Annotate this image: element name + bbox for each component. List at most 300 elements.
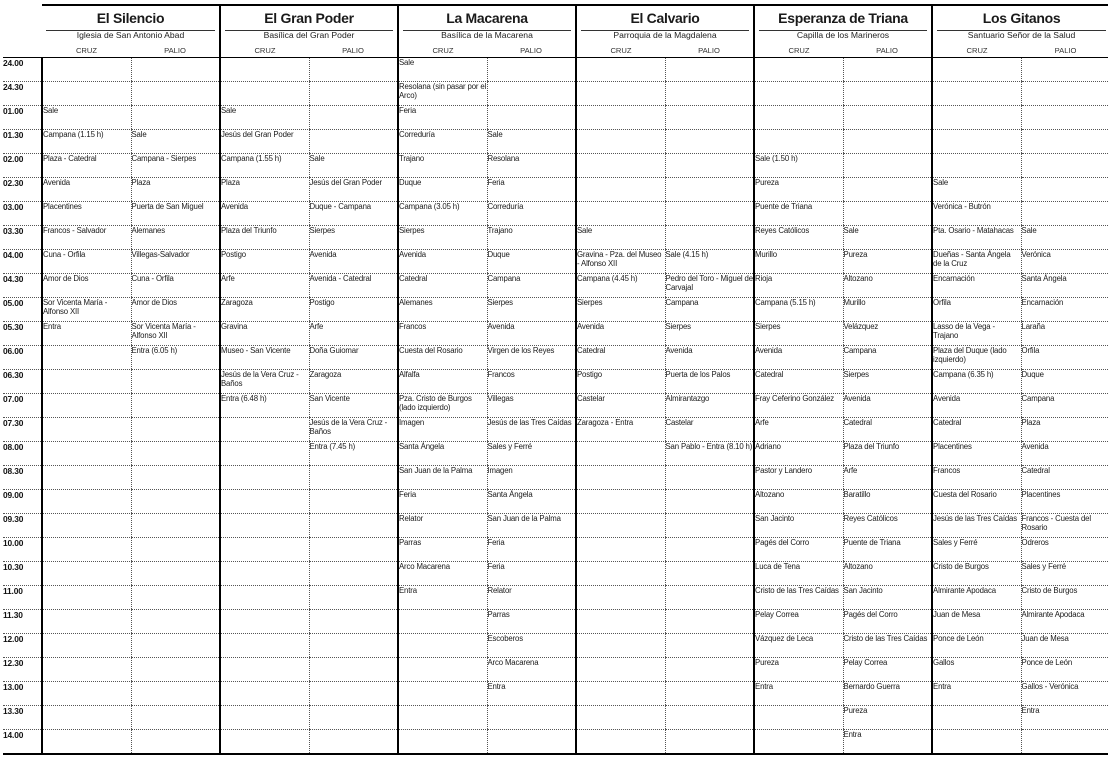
cruz-route-cell [42, 634, 131, 658]
cruz-route-cell [42, 442, 131, 466]
cruz-route-cell [42, 418, 131, 442]
cruz-route-cell [42, 538, 131, 562]
palio-route-cell: Campana [665, 298, 754, 322]
palio-route-cell: Pelay Correa [843, 658, 932, 682]
palio-route-cell [665, 682, 754, 706]
cruz-route-cell: Fray Ceferino González [754, 394, 843, 418]
cruz-route-cell [932, 706, 1021, 730]
cruz-column-header: CRUZ [754, 43, 843, 58]
church-name [576, 26, 754, 43]
cruz-route-cell [220, 466, 309, 490]
palio-route-cell [309, 490, 398, 514]
palio-route-cell [843, 178, 932, 202]
cruz-route-cell: Gravina [220, 322, 309, 346]
palio-route-cell: Pedro del Toro - Miguel de Carvajal [665, 274, 754, 298]
schedule-row [3, 250, 1108, 274]
palio-route-cell [665, 730, 754, 755]
cruz-route-cell: Avenida [42, 178, 131, 202]
palio-route-cell: Villegas-Salvador [131, 250, 220, 274]
palio-route-cell: Campana [843, 346, 932, 370]
cruz-route-cell: Gravina - Pza. del Museo - Alfonso XII [576, 250, 665, 274]
time-label: 04.30 [3, 274, 42, 298]
church-name [754, 26, 932, 43]
palio-route-cell [131, 418, 220, 442]
palio-route-cell [309, 106, 398, 130]
time-label: 05.30 [3, 322, 42, 346]
cruz-route-cell: Plaza [220, 178, 309, 202]
palio-route-cell [309, 634, 398, 658]
brotherhood-name: Esperanza de Triana [754, 5, 932, 26]
palio-route-cell [131, 58, 220, 82]
cruz-route-cell: Sor Vicenta María - Alfonso XII [42, 298, 131, 322]
church-label: Basílica del Gran Poder [263, 29, 355, 40]
cruz-route-cell: Campana (1.55 h) [220, 154, 309, 178]
palio-route-cell: Pagés del Corro [843, 610, 932, 634]
cruz-route-cell [754, 106, 843, 130]
cruz-route-cell: Sierpes [398, 226, 487, 250]
cruz-route-cell: Cuna - Orfila [42, 250, 131, 274]
cruz-route-cell [220, 418, 309, 442]
cruz-route-cell: Jesús de la Vera Cruz - Baños [220, 370, 309, 394]
church-label: Iglesia de San Antonio Abad [76, 29, 185, 40]
palio-route-cell: Gallos - Verónica [1021, 682, 1108, 706]
palio-route-cell [843, 202, 932, 226]
time-label: 24.00 [3, 58, 42, 82]
palio-route-cell: Orfila [1021, 346, 1108, 370]
cruz-route-cell: San Juan de la Palma [398, 466, 487, 490]
palio-column-header: PALIO [665, 43, 754, 58]
time-label: 11.30 [3, 610, 42, 634]
cruz-route-cell: Plaza del Triunfo [220, 226, 309, 250]
cruz-route-cell [576, 682, 665, 706]
cruz-route-cell [220, 82, 309, 106]
church-label: Capilla de los Marineros [796, 29, 890, 40]
cruz-route-cell [220, 634, 309, 658]
schedule-row [3, 682, 1108, 706]
cruz-route-cell: Postigo [576, 370, 665, 394]
cruz-route-cell [576, 586, 665, 610]
palio-route-cell [131, 370, 220, 394]
palio-route-cell: Laraña [1021, 322, 1108, 346]
cruz-route-cell: San Jacinto [754, 514, 843, 538]
schedule-row [3, 634, 1108, 658]
cruz-route-cell [932, 82, 1021, 106]
time-label: 03.30 [3, 226, 42, 250]
cruz-route-cell: Campana (1.15 h) [42, 130, 131, 154]
time-label: 10.30 [3, 562, 42, 586]
palio-route-cell: Jesús de la Vera Cruz - Baños [309, 418, 398, 442]
time-label: 11.00 [3, 586, 42, 610]
palio-route-cell: Sor Vicenta María - Alfonso XII [131, 322, 220, 346]
cruz-route-cell: Cristo de las Tres Caídas [754, 586, 843, 610]
cruz-route-cell: Placentines [932, 442, 1021, 466]
cruz-route-cell: Alfalfa [398, 370, 487, 394]
schedule-row [3, 418, 1108, 442]
cruz-route-cell: Almirante Apodaca [932, 586, 1021, 610]
cruz-route-cell: Duque [398, 178, 487, 202]
palio-route-cell: Catedral [1021, 466, 1108, 490]
palio-route-cell [131, 682, 220, 706]
cruz-route-cell: Trajano [398, 154, 487, 178]
time-label: 12.00 [3, 634, 42, 658]
procession-schedule-table [3, 4, 1108, 755]
palio-route-cell [309, 730, 398, 755]
cruz-route-cell [42, 658, 131, 682]
cruz-route-cell [220, 538, 309, 562]
church-name [398, 26, 576, 43]
palio-route-cell [1021, 58, 1108, 82]
palio-route-cell: Villegas [487, 394, 576, 418]
cruz-route-cell: Resolana (sin pasar por el Arco) [398, 82, 487, 106]
time-label: 09.00 [3, 490, 42, 514]
palio-route-cell [309, 658, 398, 682]
cruz-route-cell: Sierpes [754, 322, 843, 346]
cruz-route-cell: Juan de Mesa [932, 610, 1021, 634]
palio-route-cell [487, 106, 576, 130]
cruz-route-cell [42, 682, 131, 706]
palio-route-cell: Zaragoza [309, 370, 398, 394]
time-label: 08.00 [3, 442, 42, 466]
cruz-route-cell: Adriano [754, 442, 843, 466]
palio-route-cell: Postigo [309, 298, 398, 322]
palio-route-cell [665, 202, 754, 226]
cruz-column-header: CRUZ [932, 43, 1021, 58]
palio-route-cell: Jesús del Gran Poder [309, 178, 398, 202]
cruz-route-cell: Jesús del Gran Poder [220, 130, 309, 154]
palio-route-cell [131, 586, 220, 610]
palio-route-cell: Imagen [487, 466, 576, 490]
palio-route-cell [131, 394, 220, 418]
palio-route-cell: Sale [131, 130, 220, 154]
palio-route-cell [309, 466, 398, 490]
corner-cell [3, 26, 42, 43]
palio-route-cell [843, 106, 932, 130]
cruz-route-cell [42, 466, 131, 490]
cruz-route-cell [576, 106, 665, 130]
cruz-route-cell [42, 370, 131, 394]
palio-route-cell: Sales y Ferré [1021, 562, 1108, 586]
palio-route-cell: Puerta de los Palos [665, 370, 754, 394]
palio-route-cell: Pureza [843, 706, 932, 730]
palio-column-header: PALIO [1021, 43, 1108, 58]
palio-route-cell: Feria [487, 178, 576, 202]
cruz-route-cell: Cuesta del Rosario [932, 490, 1021, 514]
palio-route-cell: Duque [1021, 370, 1108, 394]
palio-route-cell: Almirante Apodaca [1021, 610, 1108, 634]
cruz-route-cell [220, 586, 309, 610]
cruz-route-cell [576, 658, 665, 682]
cruz-route-cell [754, 82, 843, 106]
schedule-row [3, 106, 1108, 130]
palio-route-cell [131, 82, 220, 106]
palio-route-cell: Puerta de San Miguel [131, 202, 220, 226]
cruz-route-cell [42, 730, 131, 755]
time-label: 13.00 [3, 682, 42, 706]
cruz-route-cell [398, 610, 487, 634]
palio-route-cell: Avenida - Catedral [309, 274, 398, 298]
palio-route-cell [1021, 154, 1108, 178]
time-label: 03.00 [3, 202, 42, 226]
palio-route-cell: Castelar [665, 418, 754, 442]
palio-route-cell [131, 706, 220, 730]
palio-route-cell [1021, 82, 1108, 106]
cruz-route-cell [220, 658, 309, 682]
palio-route-cell [665, 58, 754, 82]
cruz-route-cell [42, 346, 131, 370]
palio-route-cell [665, 466, 754, 490]
cruz-route-cell: Jesús de las Tres Caídas [932, 514, 1021, 538]
cruz-route-cell: Parras [398, 538, 487, 562]
cruz-route-cell [42, 394, 131, 418]
cruz-route-cell: Puente de Triana [754, 202, 843, 226]
time-label: 02.30 [3, 178, 42, 202]
palio-column-header: PALIO [843, 43, 932, 58]
schedule-row [3, 514, 1108, 538]
palio-route-cell: Doña Guiomar [309, 346, 398, 370]
palio-route-cell [1021, 730, 1108, 755]
cruz-route-cell [576, 442, 665, 466]
palio-route-cell [665, 106, 754, 130]
palio-route-cell: San Vicente [309, 394, 398, 418]
palio-route-cell [665, 130, 754, 154]
palio-route-cell [309, 82, 398, 106]
cruz-route-cell: Feria [398, 106, 487, 130]
palio-route-cell [665, 154, 754, 178]
palio-route-cell: Murillo [843, 298, 932, 322]
cruz-route-cell [576, 562, 665, 586]
cruz-route-cell: Santa Ángela [398, 442, 487, 466]
palio-route-cell: Altozano [843, 274, 932, 298]
cruz-route-cell: Verónica - Butrón [932, 202, 1021, 226]
cruz-route-cell: Entra [754, 682, 843, 706]
palio-route-cell [131, 634, 220, 658]
schedule-row [3, 298, 1108, 322]
palio-route-cell: Entra [843, 730, 932, 755]
cruz-route-cell [220, 490, 309, 514]
time-label: 07.00 [3, 394, 42, 418]
cruz-route-cell [576, 130, 665, 154]
cruz-route-cell: Francos [932, 466, 1021, 490]
cruz-route-cell: Pagés del Corro [754, 538, 843, 562]
palio-route-cell [131, 514, 220, 538]
palio-route-cell: Feria [487, 562, 576, 586]
palio-route-cell: Juan de Mesa [1021, 634, 1108, 658]
cruz-route-cell: Pta. Osario - Matahacas [932, 226, 1021, 250]
palio-route-cell: Bernardo Guerra [843, 682, 932, 706]
palio-route-cell: Sale (4.15 h) [665, 250, 754, 274]
cruz-route-cell: Avenida [754, 346, 843, 370]
palio-route-cell: Avenida [1021, 442, 1108, 466]
schedule-row [3, 178, 1108, 202]
cruz-route-cell: Correduría [398, 130, 487, 154]
cruz-route-cell: Ponce de León [932, 634, 1021, 658]
brotherhood-name-row [3, 5, 1108, 26]
palio-route-cell [487, 82, 576, 106]
brotherhood-name: El Gran Poder [220, 5, 398, 26]
palio-route-cell: Feria [487, 538, 576, 562]
palio-route-cell [309, 610, 398, 634]
palio-route-cell: Encarnación [1021, 298, 1108, 322]
palio-route-cell [843, 58, 932, 82]
palio-route-cell [665, 82, 754, 106]
palio-route-cell [131, 610, 220, 634]
brotherhood-name: La Macarena [398, 5, 576, 26]
cruz-route-cell: Vázquez de Leca [754, 634, 843, 658]
palio-route-cell [309, 514, 398, 538]
cruz-route-cell: Arfe [220, 274, 309, 298]
palio-route-cell: Correduría [487, 202, 576, 226]
cruz-route-cell: Pastor y Landero [754, 466, 843, 490]
cruz-route-cell [576, 178, 665, 202]
palio-route-cell: Sale [843, 226, 932, 250]
palio-route-cell [309, 586, 398, 610]
palio-route-cell: Santa Ángela [487, 490, 576, 514]
palio-route-cell [487, 58, 576, 82]
palio-route-cell [309, 130, 398, 154]
schedule-row [3, 658, 1108, 682]
palio-route-cell [665, 610, 754, 634]
palio-route-cell: Francos [487, 370, 576, 394]
cruz-route-cell: Castelar [576, 394, 665, 418]
schedule-row [3, 370, 1108, 394]
cruz-route-cell [576, 58, 665, 82]
cruz-route-cell [754, 130, 843, 154]
cruz-route-cell [398, 682, 487, 706]
cruz-route-cell [220, 706, 309, 730]
brotherhood-name: El Calvario [576, 5, 754, 26]
cruz-route-cell: Orfila [932, 298, 1021, 322]
palio-route-cell [1021, 202, 1108, 226]
time-label: 01.30 [3, 130, 42, 154]
cruz-route-cell: Arfe [754, 418, 843, 442]
cruz-route-cell: Sale (1.50 h) [754, 154, 843, 178]
cruz-route-cell: Luca de Tena [754, 562, 843, 586]
palio-route-cell [131, 106, 220, 130]
cruz-route-cell [42, 706, 131, 730]
time-label: 01.00 [3, 106, 42, 130]
palio-route-cell: Sale [309, 154, 398, 178]
cruz-route-cell [754, 706, 843, 730]
cruz-route-cell [42, 610, 131, 634]
cruz-route-cell [932, 106, 1021, 130]
schedule-row [3, 274, 1108, 298]
palio-route-cell: Sierpes [665, 322, 754, 346]
palio-route-cell: Sales y Ferré [487, 442, 576, 466]
palio-route-cell: Altozano [843, 562, 932, 586]
schedule-row [3, 226, 1108, 250]
palio-route-cell: Entra [1021, 706, 1108, 730]
cruz-route-cell: Sales y Ferré [932, 538, 1021, 562]
cruz-route-cell [576, 730, 665, 755]
palio-route-cell [665, 658, 754, 682]
palio-route-cell: Arco Macarena [487, 658, 576, 682]
palio-route-cell: San Pablo - Entra (8.10 h) [665, 442, 754, 466]
cruz-route-cell [42, 586, 131, 610]
cruz-route-cell: Plaza - Catedral [42, 154, 131, 178]
palio-route-cell: Entra [487, 682, 576, 706]
palio-route-cell: Sierpes [843, 370, 932, 394]
palio-route-cell: Catedral [843, 418, 932, 442]
palio-route-cell [309, 706, 398, 730]
cruz-route-cell: Amor de Dios [42, 274, 131, 298]
cruz-route-cell [576, 634, 665, 658]
cruz-route-cell: Avenida [932, 394, 1021, 418]
cruz-route-cell [220, 682, 309, 706]
cruz-route-cell: Entra (6.48 h) [220, 394, 309, 418]
cruz-route-cell [42, 82, 131, 106]
palio-route-cell [665, 586, 754, 610]
palio-column-header: PALIO [309, 43, 398, 58]
palio-route-cell: Pureza [843, 250, 932, 274]
cruz-route-cell: Entra [42, 322, 131, 346]
palio-route-cell [131, 466, 220, 490]
palio-route-cell [843, 154, 932, 178]
palio-route-cell: Ponce de León [1021, 658, 1108, 682]
cruz-column-header: CRUZ [398, 43, 487, 58]
cruz-route-cell [220, 514, 309, 538]
cruz-route-cell: Catedral [576, 346, 665, 370]
palio-route-cell [1021, 178, 1108, 202]
palio-route-cell [487, 730, 576, 755]
cruz-route-cell: Francos - Salvador [42, 226, 131, 250]
palio-route-cell: Relator [487, 586, 576, 610]
palio-route-cell: Reyes Católicos [843, 514, 932, 538]
cruz-route-cell [42, 562, 131, 586]
palio-route-cell: Avenida [665, 346, 754, 370]
palio-route-cell: Cristo de las Tres Caídas [843, 634, 932, 658]
palio-route-cell: Arfe [309, 322, 398, 346]
cruz-route-cell [220, 562, 309, 586]
cruz-route-cell: Sale [220, 106, 309, 130]
schedule-row [3, 82, 1108, 106]
palio-column-header: PALIO [487, 43, 576, 58]
cruz-column-header: CRUZ [220, 43, 309, 58]
palio-route-cell [309, 682, 398, 706]
cruz-palio-header-row [3, 43, 1108, 58]
cruz-route-cell [398, 730, 487, 755]
cruz-route-cell [220, 610, 309, 634]
palio-route-cell: Sale [487, 130, 576, 154]
cruz-route-cell: Catedral [754, 370, 843, 394]
cruz-route-cell [576, 538, 665, 562]
schedule-row [3, 58, 1108, 82]
schedule-row [3, 130, 1108, 154]
palio-route-cell: Velázquez [843, 322, 932, 346]
cruz-route-cell: Campana (5.15 h) [754, 298, 843, 322]
cruz-route-cell: Imagen [398, 418, 487, 442]
palio-route-cell: Santa Ángela [1021, 274, 1108, 298]
church-name [220, 26, 398, 43]
cruz-route-cell: Zaragoza [220, 298, 309, 322]
time-label: 05.00 [3, 298, 42, 322]
cruz-route-cell: Museo - San Vicente [220, 346, 309, 370]
palio-route-cell [309, 538, 398, 562]
cruz-route-cell: Sale [42, 106, 131, 130]
cruz-route-cell: Sale [932, 178, 1021, 202]
cruz-route-cell: Avenida [576, 322, 665, 346]
cruz-route-cell: Francos [398, 322, 487, 346]
palio-route-cell: Sierpes [309, 226, 398, 250]
schedule-row [3, 586, 1108, 610]
schedule-row [3, 442, 1108, 466]
schedule-row [3, 538, 1108, 562]
cruz-route-cell [754, 730, 843, 755]
palio-route-cell: San Juan de la Palma [487, 514, 576, 538]
cruz-route-cell: Entra [932, 682, 1021, 706]
cruz-route-cell: Campana (6.35 h) [932, 370, 1021, 394]
palio-route-cell: Avenida [843, 394, 932, 418]
cruz-route-cell [932, 730, 1021, 755]
